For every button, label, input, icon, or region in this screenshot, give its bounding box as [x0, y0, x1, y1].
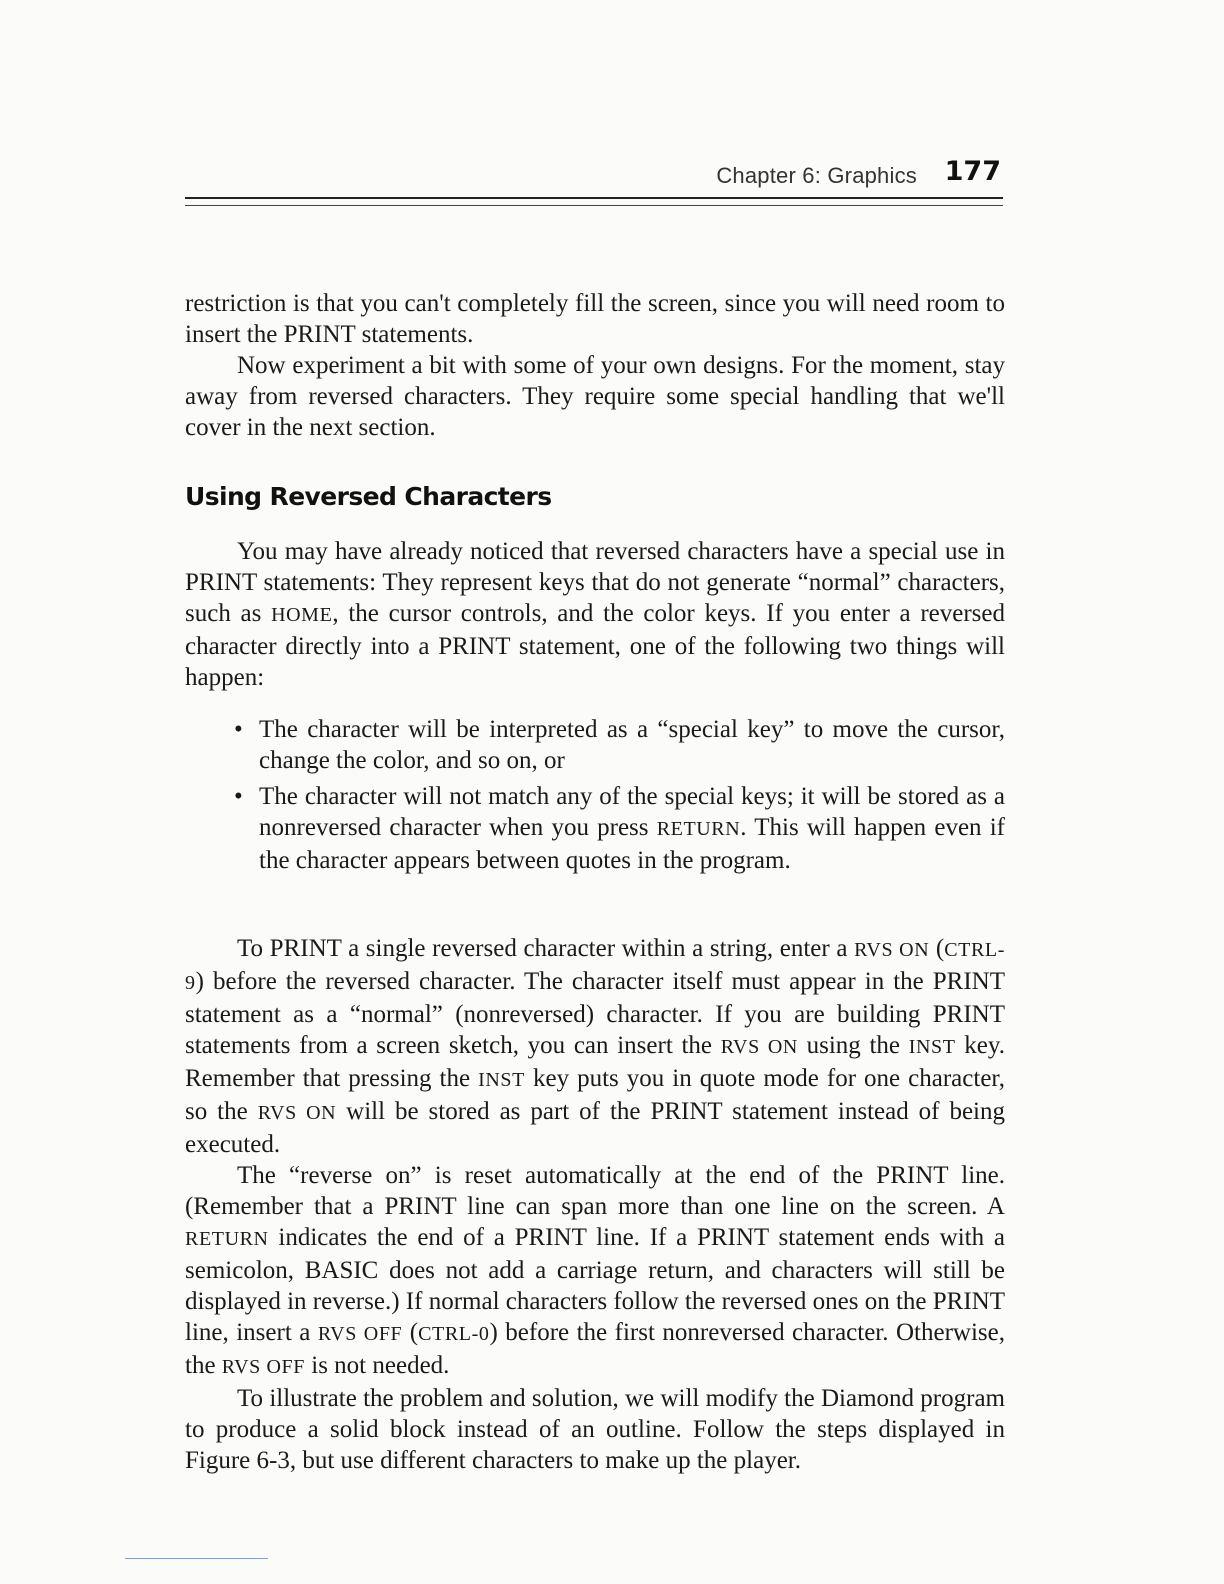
key-ctrl-0: CTRL-0	[418, 1323, 490, 1345]
key-inst: INST	[908, 1036, 956, 1058]
key-rvs-on: RVS ON	[854, 939, 930, 961]
list-item: • The character will not match any of the special keys; it will be stored as a nonreversed character when you press RETURN. This will happen even if the character appears between quotes in the program.	[234, 783, 1005, 874]
paragraph-illustrate: To illustrate the problem and solution, we will modify the Diamond program to produce a solid block instead of an outline. Follow the steps displayed in Figure 6-3, but use different characters to make up the player.	[185, 1385, 1005, 1474]
running-head	[185, 156, 1003, 192]
key-rvs-on: RVS ON	[257, 1102, 337, 1124]
intro-text	[185, 288, 1005, 443]
section-intro	[185, 536, 1005, 693]
paragraph-experiment: Now experiment a bit with some of your own designs. For the moment, stay away from reversed characters. They require some special handling that we'll cover in the next section.	[185, 352, 1005, 441]
key-rvs-off: RVS OFF	[221, 1356, 305, 1378]
header-rule-thick	[185, 197, 1003, 199]
section-heading: Using Reversed Characters	[185, 482, 552, 511]
key-ctrl-9: CTRL-9	[185, 939, 1006, 994]
outcome-list	[230, 714, 1005, 881]
key-rvs-off: RVS OFF	[317, 1323, 403, 1345]
key-inst: INST	[478, 1069, 525, 1091]
footer-rule	[125, 1558, 268, 1559]
key-return: RETURN	[185, 1228, 269, 1250]
chapter-title: Chapter 6: Graphics	[716, 163, 917, 188]
paragraph-reverse-reset: The “reverse on” is reset automatically at the end of the PRINT line. (Remember that a PRINT line can span more than one line on the screen. A RETURN indicates the end of a PRINT line. If a PRINT statement ends with a semicolon, BASIC does not add a carriage return, and characters will still be displayed in reverse.) If normal characters follow the reversed ones on the PRINT line, insert a RVS OFF (CTRL-0) before the first nonreversed character. Otherwise, the RVS OFF is not needed.	[185, 1162, 1005, 1379]
header-rule-thin	[185, 205, 1003, 206]
paragraph-rvs-on: To PRINT a single reversed character within a string, enter a RVS ON (CTRL-9) before the reversed character. The character itself must appear in the PRINT statement as a “normal” (nonreversed) character. If you are building PRINT statements from a screen sketch, you can insert the RVS ON using the INST key. Remember that pressing the INST key puts you in quote mode for one character, so the RVS ON will be stored as part of the PRINT statement instead of being executed.	[185, 935, 1006, 1158]
key-rvs-on: RVS ON	[720, 1036, 798, 1058]
list-item: • The character will be interpreted as a “special key” to move the cursor, change the color, and so on, or	[234, 716, 1005, 774]
section-body	[185, 933, 1005, 1476]
paragraph-reversed-use: You may have already noticed that reversed characters have a special use in PRINT statements: They represent keys that do not generate “normal” characters, such as HOME, the cursor controls, and the color keys. If you enter a reversed character directly into a PRINT statement, one of the following two things will happen:	[185, 538, 1005, 691]
bullet-icon: •	[234, 783, 243, 810]
bullet-icon: •	[234, 716, 243, 743]
page-number: 177	[944, 156, 1001, 187]
key-home: HOME	[271, 604, 333, 626]
paragraph-continuation: restriction is that you can't completely fill the screen, since you will need room to insert the PRINT statements.	[185, 290, 1005, 348]
key-return: RETURN	[656, 818, 741, 840]
